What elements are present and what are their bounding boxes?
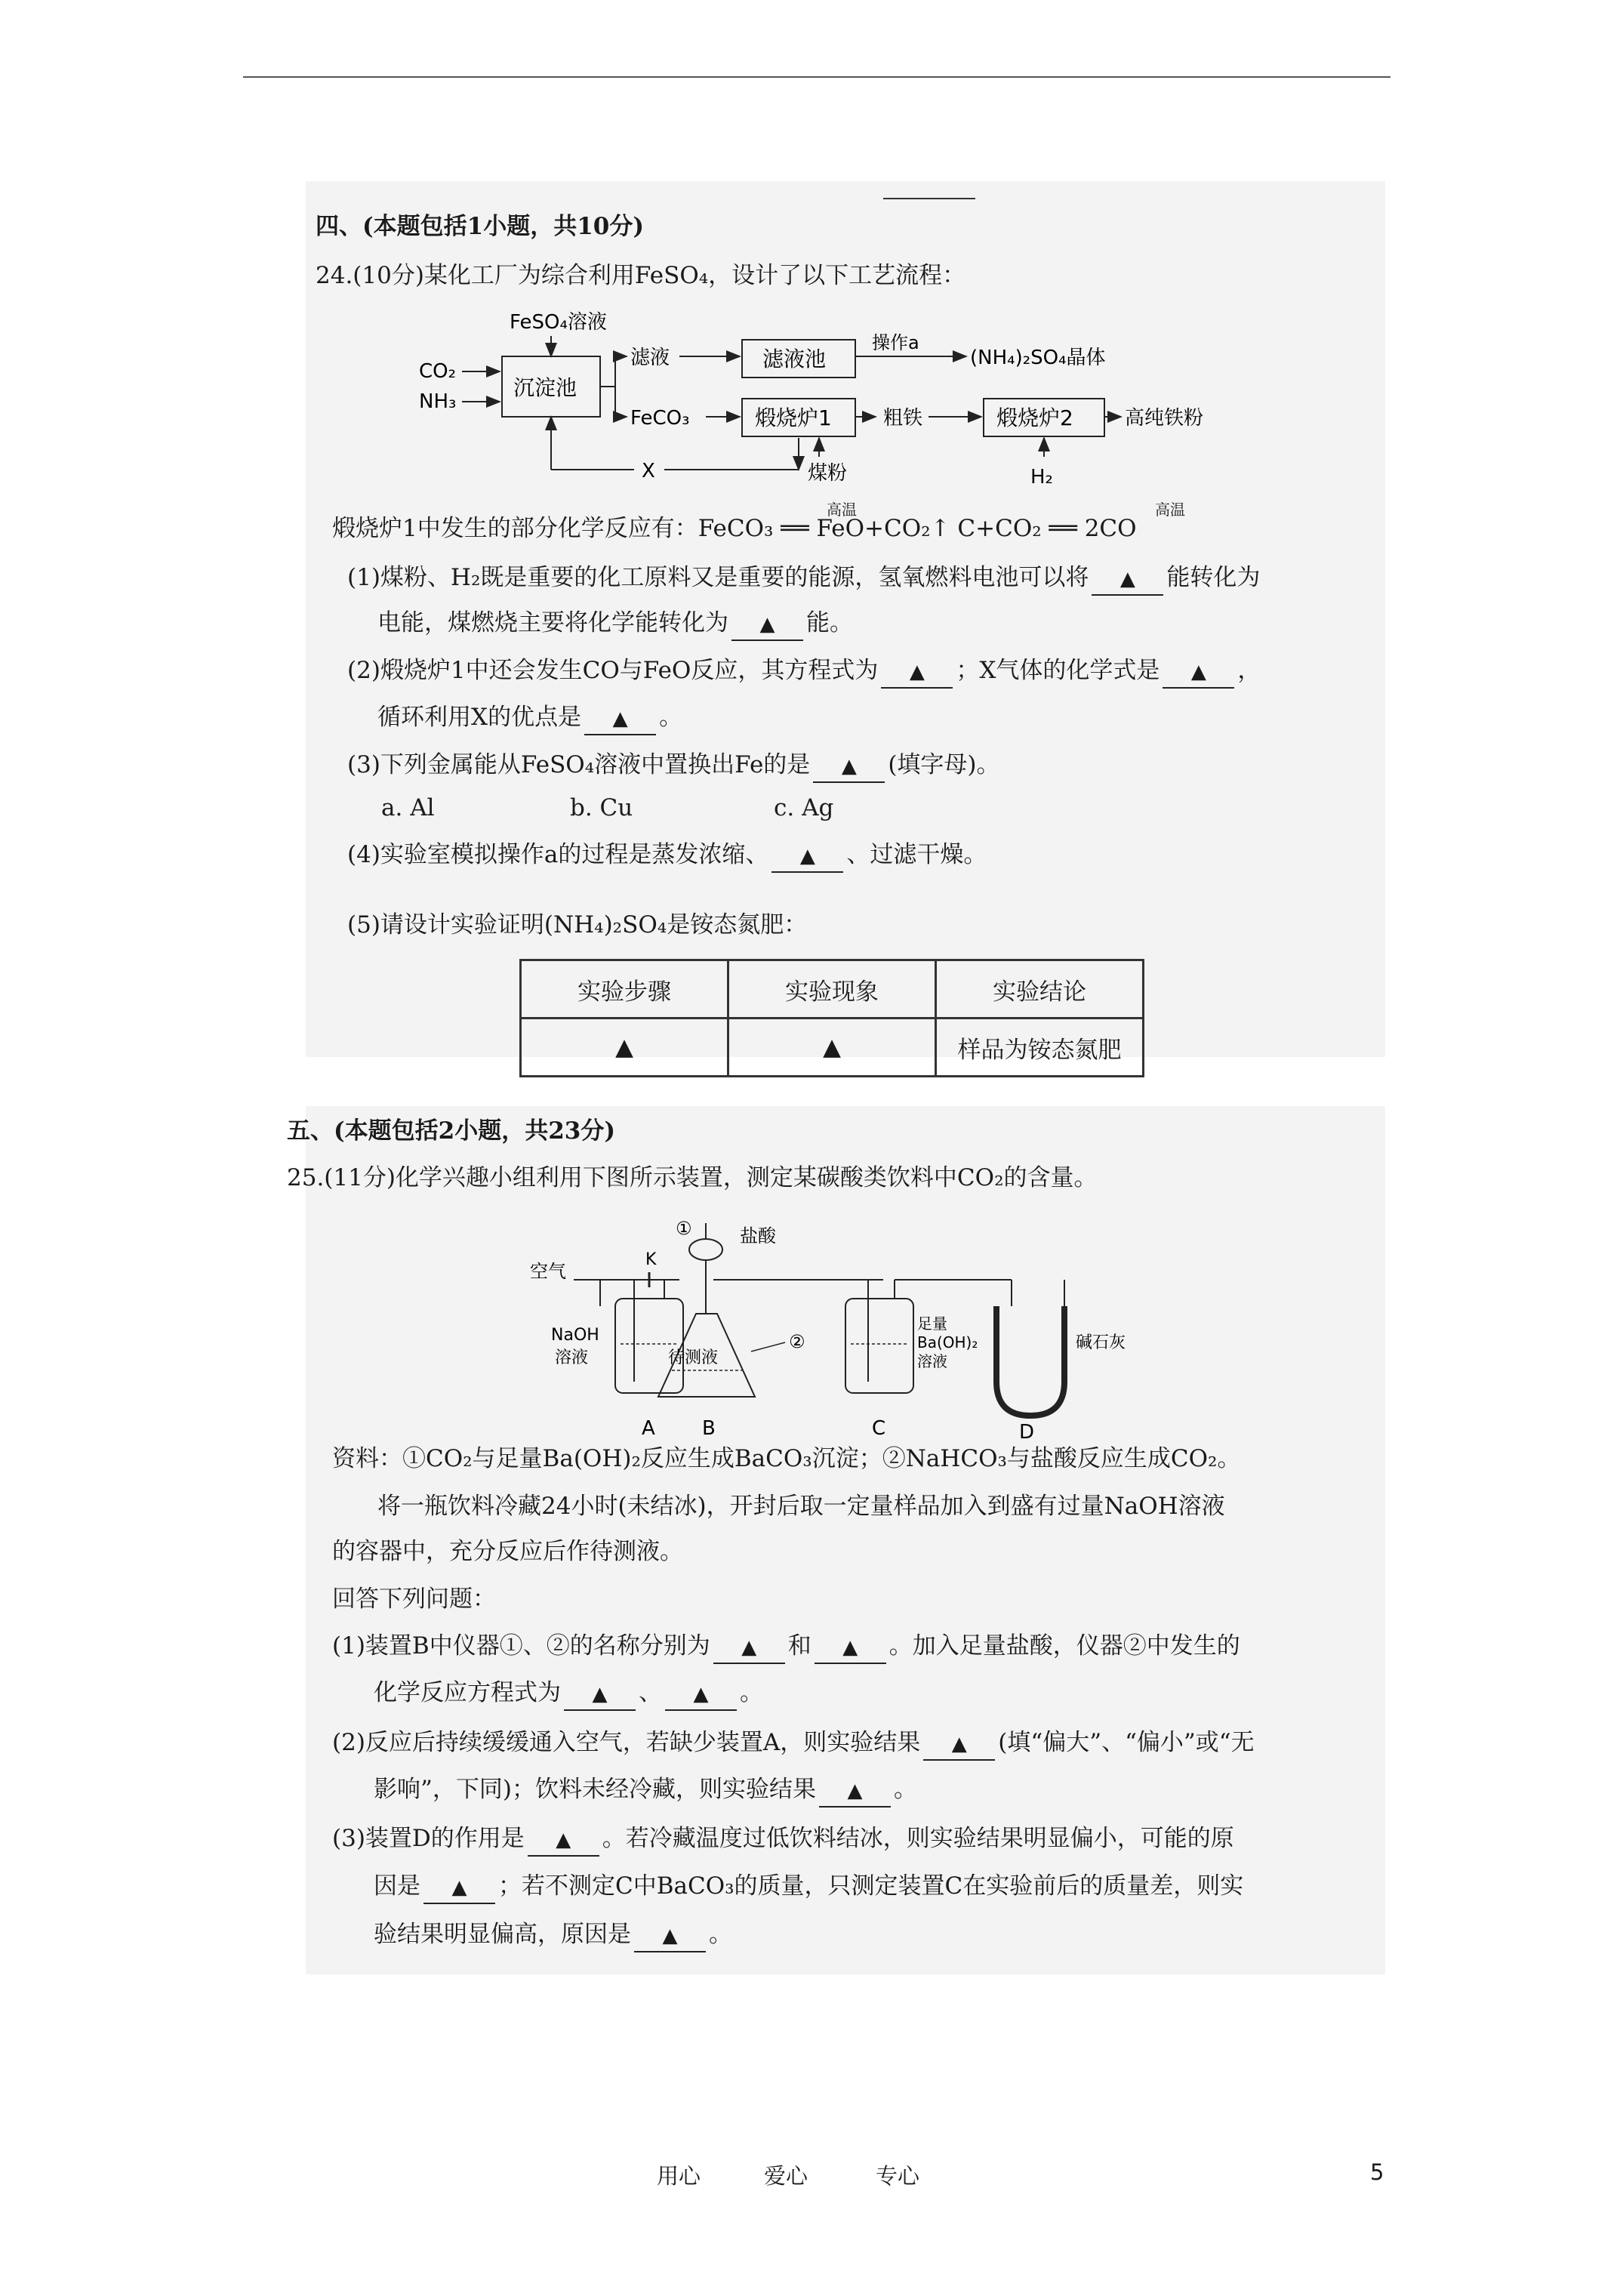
- app-ba1: 足量: [917, 1314, 947, 1333]
- q24-2-line1: (2)煅烧炉1中还会发生CO与FeO反应，其方程式为 ▲ ；X气体的化学式是 ▲ ，: [347, 655, 1261, 689]
- footer-motto-2: 爱心: [764, 2163, 808, 2189]
- q25-2-line2: 影响”，下同)；饮料未经冷藏，则实验结果 ▲ 。: [374, 1774, 917, 1808]
- q25-3-line3: 验结果明显偏高，原因是 ▲ 。: [374, 1919, 732, 1952]
- table-header: 实验结论: [936, 960, 1144, 1019]
- answer-blank[interactable]: ▲: [713, 1632, 785, 1664]
- app-naoh2: 溶液: [555, 1348, 589, 1367]
- flow-feco3: FeCO₃: [630, 407, 690, 430]
- app-ba2: Ba(OH)₂: [917, 1333, 978, 1351]
- para2: 的容器中，充分反应后作待测液。: [332, 1538, 683, 1565]
- answer-blank[interactable]: ▲: [528, 1825, 599, 1857]
- app-label-a: A: [642, 1417, 655, 1440]
- q25-stem: 25.(11分)化学兴趣小组利用下图所示装置，测定某碳酸类饮料中CO₂的含量。: [287, 1164, 1098, 1191]
- flow-lvye: 滤液: [630, 347, 670, 369]
- answer-blank[interactable]: ▲: [815, 1632, 886, 1664]
- table-cell[interactable]: ▲: [521, 1019, 728, 1077]
- flow-product1: (NH₄)₂SO₄晶体: [970, 347, 1106, 369]
- answer-blank[interactable]: ▲: [923, 1729, 995, 1761]
- answer-blank[interactable]: ▲: [584, 704, 656, 735]
- answer-blank[interactable]: ▲: [564, 1679, 636, 1711]
- q25-1-line1: (1)装置B中仪器①、②的名称分别为 ▲ 和 ▲ 。加入足量盐酸，仪器②中发生的: [332, 1631, 1240, 1664]
- q24-1-line2: 电能，煤燃烧主要将化学能转化为 ▲ 能。: [377, 608, 853, 641]
- q25-2-line1: (2)反应后持续缓缓通入空气，若缺少装置A，则实验结果 ▲ (填“偏大”、“偏小”或“无: [332, 1727, 1255, 1761]
- flow-duanshaolu2: 煅烧炉2: [996, 405, 1073, 430]
- app-hcl: 盐酸: [740, 1225, 776, 1247]
- q24-5: (5)请设计实验证明(NH₄)₂SO₄是铵态氮肥：: [347, 911, 808, 938]
- reaction-line: 煅烧炉1中发生的部分化学反应有：FeCO₃ ══ FeO+CO₂↑ C+CO₂ ══ 2CO: [332, 515, 1137, 542]
- experiment-table: [519, 959, 1144, 1077]
- flow-meifen: 煤粉: [808, 462, 848, 485]
- q25-3-line1: (3)装置D的作用是 ▲ 。若冷藏温度过低饮料结冰，则实验结果明显偏小，可能的原: [332, 1823, 1234, 1857]
- bottle-c: [845, 1299, 913, 1393]
- u-tube-d: [996, 1306, 1064, 1416]
- table-header-row: [521, 960, 1144, 1019]
- answer-blank[interactable]: ▲: [731, 609, 803, 641]
- answer-blank[interactable]: ▲: [881, 657, 953, 689]
- flow-duanshaolu1: 煅烧炉1: [755, 405, 832, 430]
- section5-title: 五、(本题包括2小题，共23分): [287, 1117, 616, 1145]
- table-cell[interactable]: ▲: [728, 1019, 936, 1077]
- bottle-a: [615, 1299, 683, 1393]
- footer-motto-1: 用心: [657, 2163, 701, 2189]
- q25-1-line2: 化学反应方程式为 ▲ 、 ▲ 。: [374, 1678, 763, 1711]
- flow-chendianchi: 沉淀池: [513, 375, 577, 400]
- flow-caozuo: 操作a: [872, 332, 919, 353]
- table-header: 实验现象: [728, 960, 936, 1019]
- table-cell: 样品为铵态氮肥: [936, 1019, 1144, 1077]
- para1: 将一瓶饮料冷藏24小时(未结冰)，开封后取一定量样品加入到盛有过量NaOH溶液: [377, 1493, 1225, 1520]
- answer-blank[interactable]: ▲: [771, 841, 843, 873]
- app-ba3: 溶液: [917, 1352, 947, 1370]
- flow-cutie: 粗铁: [883, 407, 923, 430]
- app-c2: ②: [789, 1331, 805, 1352]
- answer-blank[interactable]: ▲: [423, 1872, 495, 1904]
- app-naoh1: NaOH: [551, 1326, 599, 1345]
- app-label-d: D: [1019, 1421, 1035, 1444]
- reaction-condition-2: 高温: [1155, 501, 1185, 519]
- q24-3: (3)下列金属能从FeSO₄溶液中置换出Fe的是 ▲ (填字母)。: [347, 750, 1000, 783]
- flow-lvyechi: 滤液池: [762, 347, 827, 371]
- answer-blank[interactable]: ▲: [634, 1921, 706, 1952]
- table-header: 实验步骤: [521, 960, 728, 1019]
- app-k: K: [645, 1250, 657, 1269]
- footer-motto-3: 专心: [876, 2163, 920, 2189]
- flow-co2: CO₂: [419, 360, 457, 383]
- q24-stem: 24.(10分)某化工厂为综合利用FeSO₄，设计了以下工艺流程：: [316, 262, 966, 289]
- flow-product2: 高纯铁粉: [1125, 407, 1204, 430]
- q24-1-line1: (1)煤粉、H₂既是重要的化工原料又是重要的能源，氢氧燃料电池可以将 ▲ 能转化为: [347, 562, 1260, 596]
- flow-x: X: [642, 460, 655, 482]
- reaction-condition-1: 高温: [827, 501, 857, 519]
- flow-h2: H₂: [1030, 466, 1053, 488]
- q24-2-line2: 循环利用X的优点是 ▲ 。: [377, 702, 682, 735]
- app-c1: ①: [676, 1218, 692, 1239]
- q24-4: (4)实验室模拟操作a的过程是蒸发浓缩、 ▲ 、过滤干燥。: [347, 840, 987, 873]
- q24-3-option-c: c. Ag: [774, 794, 834, 821]
- answer-blank[interactable]: ▲: [1163, 657, 1234, 689]
- app-label-b: B: [702, 1417, 716, 1440]
- q24-3-option-b: b. Cu: [570, 794, 633, 821]
- flow-nh3: NH₃: [419, 390, 457, 413]
- header-rule: [243, 76, 1390, 78]
- app-lime: 碱石灰: [1076, 1333, 1126, 1352]
- q24-3-option-a: a. Al: [381, 794, 435, 821]
- app-sample: 待测液: [668, 1348, 719, 1367]
- section4-title: 四、(本题包括1小题，共10分): [316, 213, 645, 240]
- answer-blank[interactable]: ▲: [1092, 564, 1163, 596]
- page-number: 5: [1370, 2159, 1384, 2185]
- table-row: [521, 1019, 1144, 1077]
- short-rule: [883, 198, 975, 199]
- answer-prompt: 回答下列问题：: [332, 1586, 496, 1613]
- flow-feso4: FeSO₄溶液: [510, 311, 607, 334]
- apparatus-diagram: [528, 1208, 1147, 1450]
- q25-3-line2: 因是 ▲ ；若不测定C中BaCO₃的质量，只测定装置C在实验前后的质量差，则实: [374, 1871, 1243, 1904]
- process-flow-diagram: [408, 302, 1298, 498]
- answer-blank[interactable]: ▲: [819, 1776, 891, 1808]
- answer-blank[interactable]: ▲: [813, 751, 885, 783]
- info-line: 资料：①CO₂与足量Ba(OH)₂反应生成BaCO₃沉淀；②NaHCO₃与盐酸反应生成CO₂。: [332, 1445, 1241, 1472]
- app-label-c: C: [872, 1417, 886, 1440]
- answer-blank[interactable]: ▲: [665, 1679, 737, 1711]
- app-air: 空气: [530, 1261, 566, 1282]
